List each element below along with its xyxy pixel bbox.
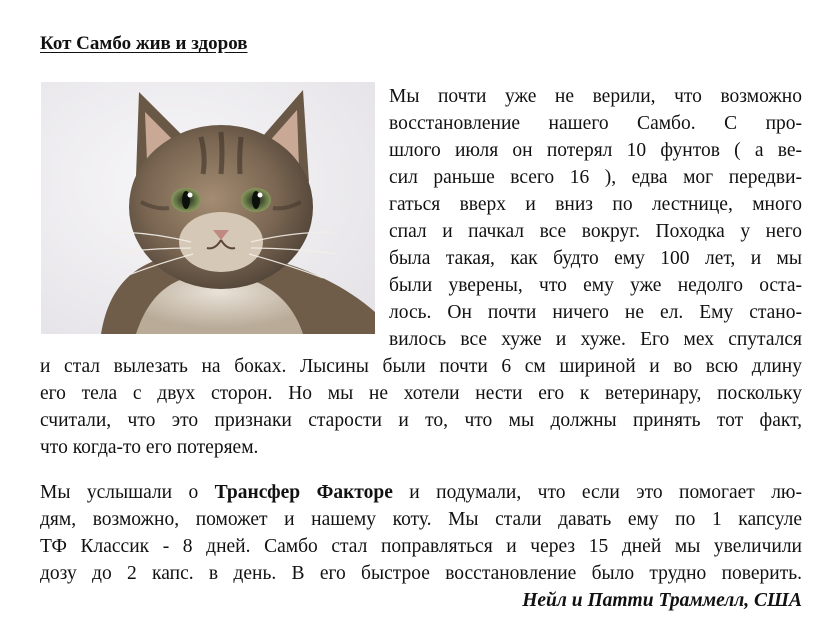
paragraph2-line: ТФ Классик - 8 дней. Самбо стал поправляться и через 15 дней мы увеличили — [40, 536, 802, 557]
paragraph2-text: Мы услышали о — [40, 482, 215, 503]
paragraph1-line: шлого июля он потерял 10 фунтов ( а ве- — [389, 140, 802, 161]
paragraph1-line: его тела с двух сторон. Но мы не хотели нести его к ветеринару, поскольку — [40, 383, 802, 404]
paragraph1-line: гаться вверх и вниз по лестнице, много — [389, 194, 802, 215]
paragraph1-line: спал и пачкал все вокруг. Походка у него — [389, 221, 802, 242]
paragraph1-line: сил раньше всего 16 ), едва мог передви- — [389, 167, 802, 188]
paragraph1-line: вилось все хуже и хуже. Его мех спутался — [389, 329, 802, 350]
paragraph1-line: восстановление нашего Самбо. С про- — [389, 113, 802, 134]
paragraph1-line: что когда-то его потеряем. — [40, 437, 259, 458]
product-name: Трансфер Факторе — [214, 482, 393, 503]
paragraph1-line: считали, что это признаки старости и то, что мы должны принять тот факт, — [40, 410, 802, 431]
paragraph1-line: Мы почти уже не верили, что возможно — [389, 86, 802, 107]
paragraph2-line: дям, возможно, поможет и нашему коту. Мы стали давать ему по 1 капсуле — [40, 509, 802, 530]
article-title: Кот Самбо жив и здоров — [40, 33, 248, 54]
paragraph2-text: и подумали, что если это помогает лю- — [392, 482, 802, 503]
paragraph1-line: лось. Он почти ничего не ел. Ему стано- — [389, 302, 802, 323]
paragraph1-line: были уверены, что ему уже недолго оста- — [389, 275, 802, 296]
paragraph1-line: и стал вылезать на боках. Лысины были почти 6 см шириной и во всю длину — [40, 356, 802, 377]
paragraph1-line: была такая, как будто ему 100 лет, и мы — [389, 248, 802, 269]
article-signature: Нейл и Патти Траммелл, США — [522, 590, 802, 611]
cat-photo — [41, 82, 375, 334]
paragraph2-line — [40, 480, 802, 506]
paragraph2-line: дозу до 2 капс. в день. В его быстрое восстановление было трудно поверить. — [40, 563, 802, 584]
